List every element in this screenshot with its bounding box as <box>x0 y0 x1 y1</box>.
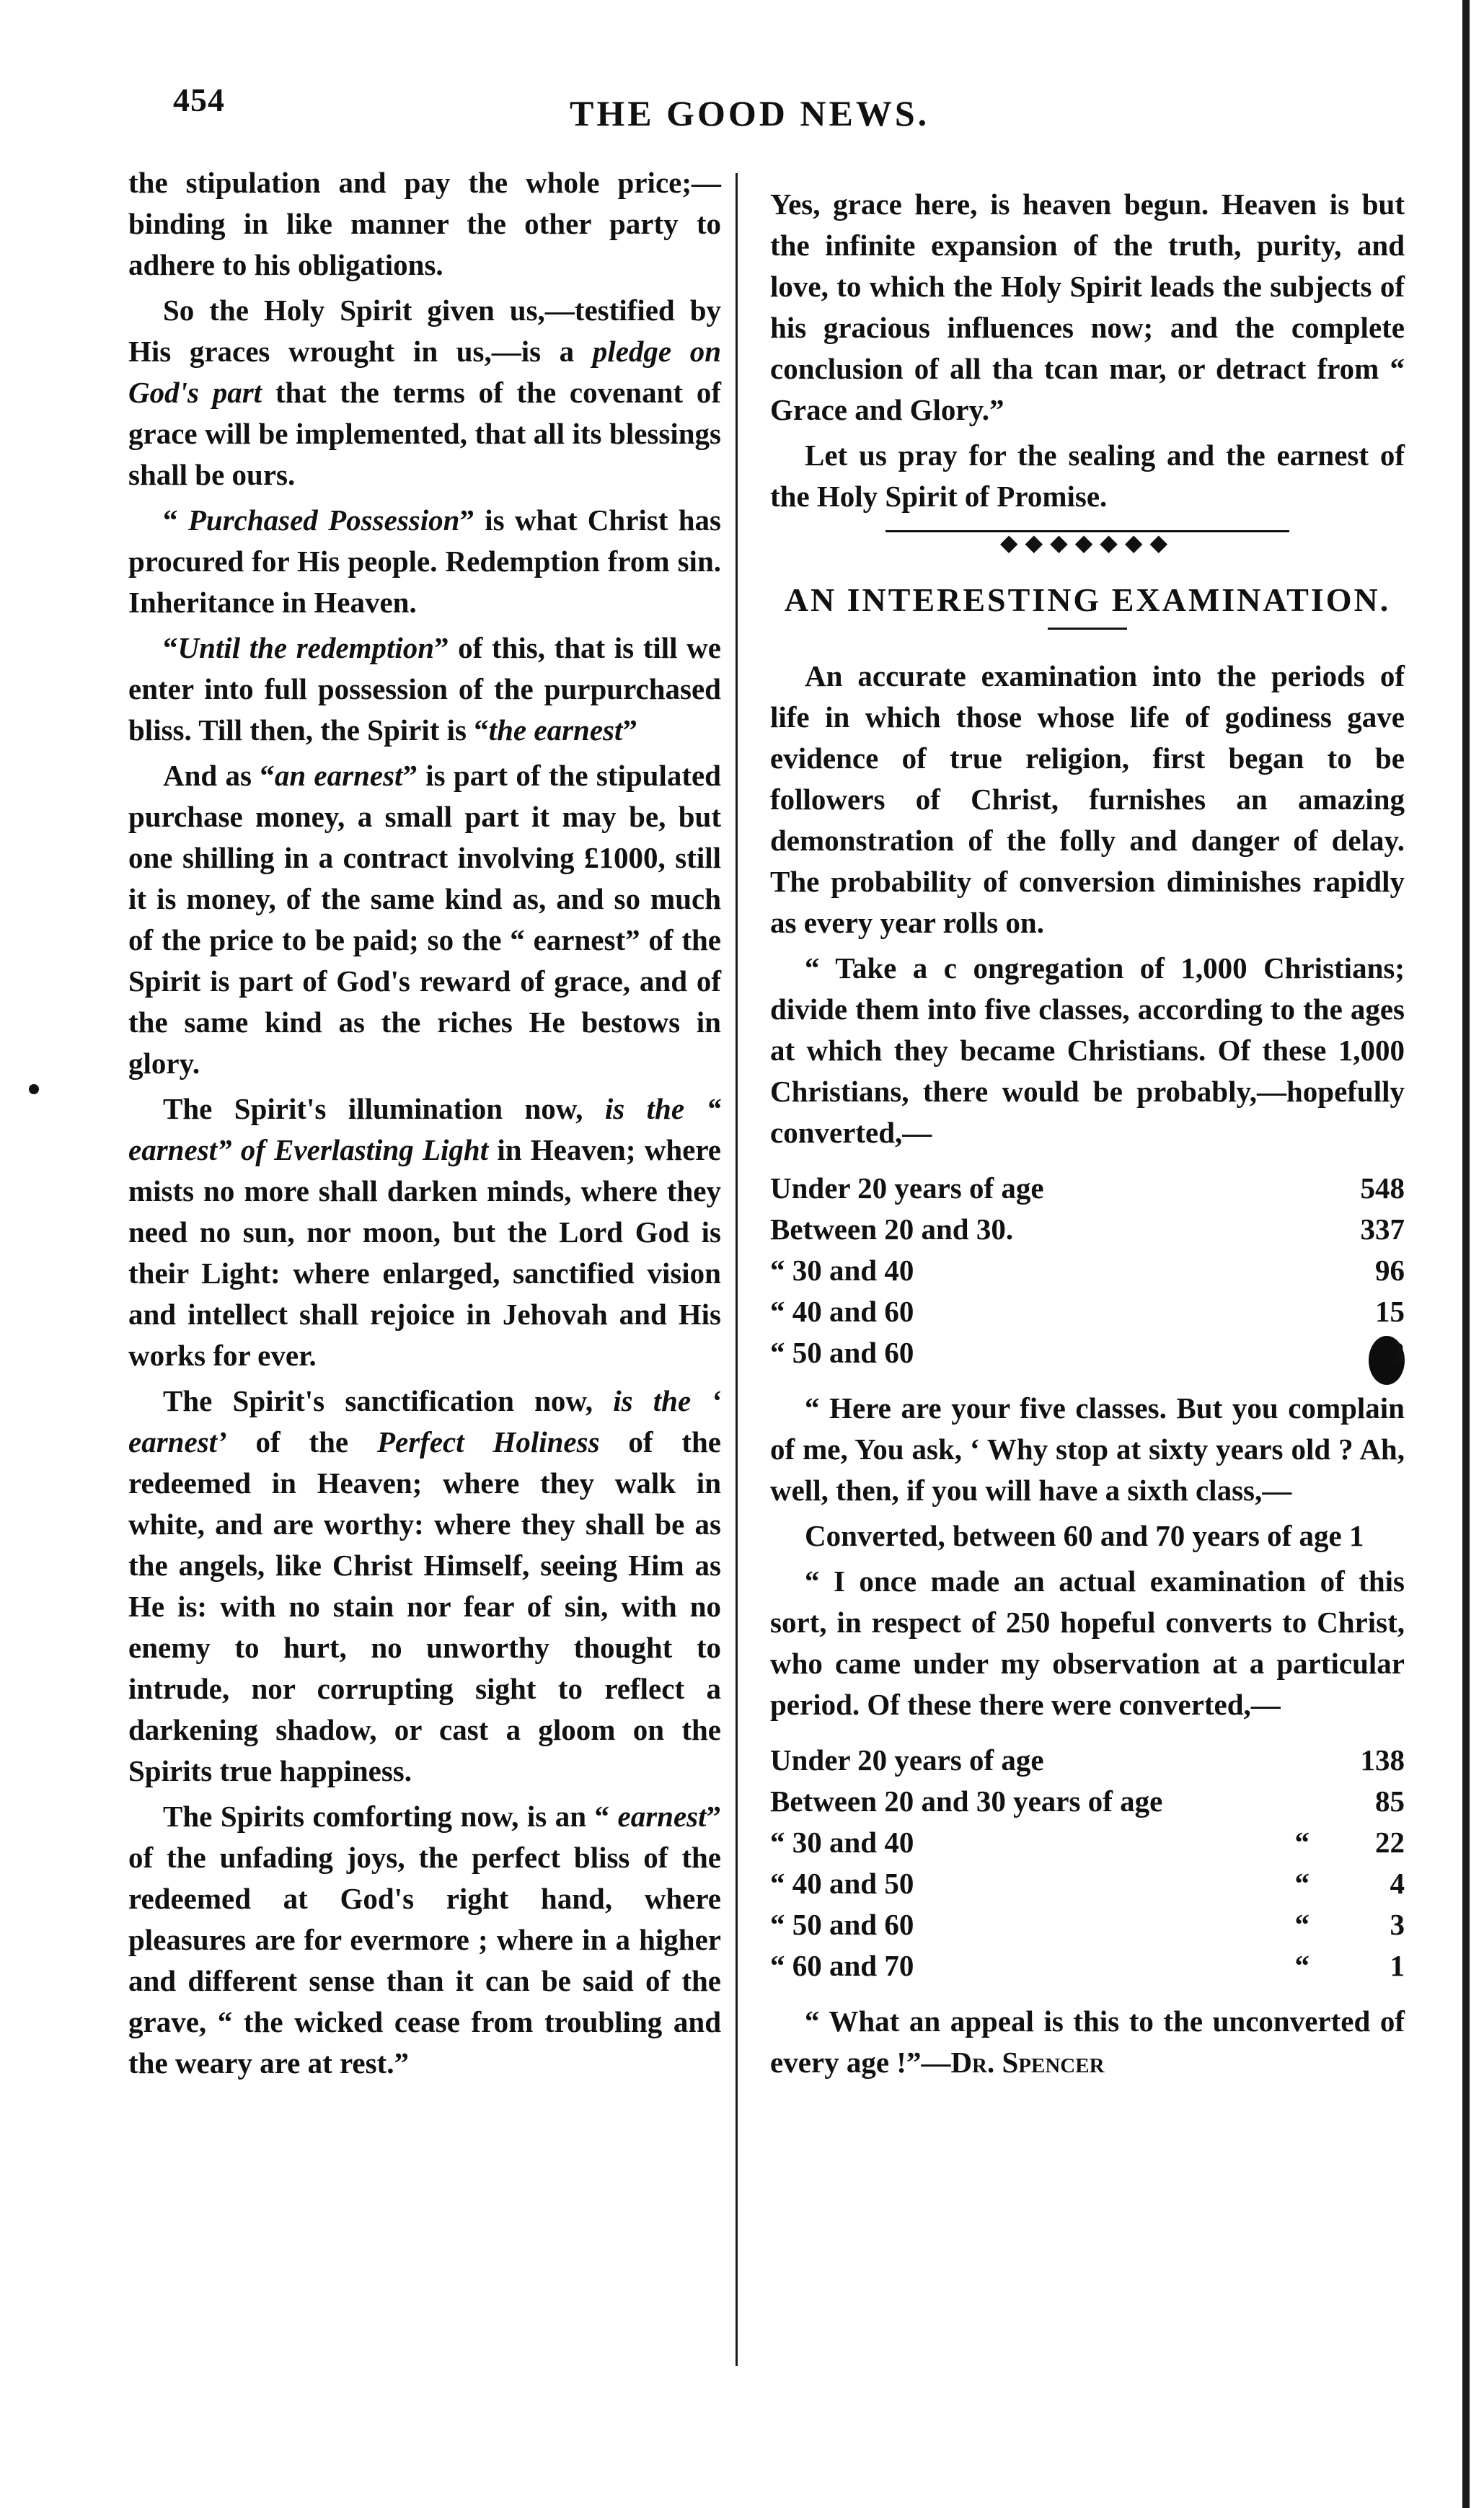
left-paragraph <box>128 628 721 751</box>
conversion-table-two <box>770 1740 1405 1986</box>
age-range-label: Between 20 and 30. <box>770 1213 1014 1246</box>
column-divider <box>736 173 738 2366</box>
paragraph-text: The Spirits comforting now, is an “ <box>163 1800 618 1833</box>
paragraph-text: ” is part of the stipulated purchase money, a small part it may be, but one shilling in a contract involving £1000, still it is money, of the same kind as, and so much of the price to be paid; so the “ earnest” of the Spirit is part of God's reward of grace, and of the same kind as the riches He bestows in glory. <box>128 759 721 1080</box>
article-paragraph: “ Here are your five classes. But you complain of me, You ask, ‘ Why stop at sixty years old ? Ah, well, then, if you will have a sixth class,— <box>770 1391 1405 1507</box>
paragraph-text: “ <box>163 503 188 537</box>
ditto-mark: “ <box>1294 1867 1309 1900</box>
paragraph-text: of the redeemed in Heaven; where they walk in white, and are worthy: where they shall be as the angels, like Christ Himself, seeing Him as He is: with no stain nor fear of sin, with no enemy to hurt, no unworthy thought to intrude, nor corrupting sight to reflect a darkening shadow, or cast a gloom on the Spirits true happiness. <box>128 1425 721 1787</box>
convert-count: 15 <box>1375 1295 1405 1328</box>
paragraph-text: in Heaven; where mists no more shall darken minds, where they need no sun, nor moon, but the Lord God is their Light: where enlarged, sanctified vision and intellect shall rejoice in Jehovah and His works for ever. <box>128 1133 721 1372</box>
paragraph-text: of the <box>226 1425 377 1458</box>
ornament-glyphs: ◆◆◆◆◆◆◆ <box>999 529 1175 555</box>
right-column <box>770 184 1405 2087</box>
age-range-label: Under 20 years of age <box>770 1743 1044 1777</box>
ditto-mark <box>1227 1332 1309 1373</box>
convert-count: 548 <box>1360 1171 1405 1205</box>
age-range-label: “ 40 and 60 <box>770 1295 914 1328</box>
ditto-mark <box>1227 1209 1309 1250</box>
italic-phrase: is the ‘ earnest’ <box>128 1384 721 1458</box>
ditto-mark <box>1227 1291 1309 1332</box>
article-paragraph: “ Take a c ongregation of 1,000 Christians; divide them into five classes, according to the ages at which they became Christians. Of these 1,000 Christians, there would be probably,—hopefully converted,— <box>770 951 1405 1149</box>
convert-count: 337 <box>1360 1213 1405 1246</box>
right-paragraph: Yes, grace here, is heaven begun. Heaven is but the infinite expansion of the truth, purity, and love, to which the Holy Spirit leads the subjects of his gracious influences now; and the complete conclusion of all tha tcan mar, or detract from “ Grace and Glory.” <box>770 188 1405 426</box>
left-paragraph <box>128 1088 721 1376</box>
ditto-mark: “ <box>1294 1826 1309 1859</box>
page-edge-shadow <box>1462 0 1470 2508</box>
article-paragraph: An accurate examination into the periods of life in which those whose life of godiness gave evidence of true religion, first began to be followers of Christ, furnishes an amazing demonstration of the folly and danger of delay. The probability of conversion diminishes rapidly as every year rolls on. <box>770 659 1405 939</box>
age-range-label: “ 30 and 40 <box>770 1826 914 1859</box>
author-signature: Dr. Spencer <box>950 2046 1105 2079</box>
table-row <box>770 1904 1405 1945</box>
convert-count: 3 <box>1390 1908 1405 1941</box>
table-row <box>770 1822 1405 1863</box>
italic-phrase: pledge on God's part <box>128 335 721 409</box>
age-range-label: “ 50 and 60 <box>770 1908 914 1941</box>
closing-quote-text: “ What an appeal is this to the unconverted of every age !”— <box>770 2005 1405 2079</box>
convert-count: 1 <box>1390 1949 1405 1982</box>
paragraph-text: the stipulation and pay the whole price;—binding in like manner the other party to adhere to his obligations. <box>128 166 721 281</box>
right-paragraph: Let us pray for the sealing and the earnest of the Holy Spirit of Promise. <box>770 439 1405 513</box>
italic-phrase: earnest <box>617 1800 707 1833</box>
italic-phrase: an earnest <box>274 759 403 792</box>
table-row <box>770 1863 1405 1904</box>
paragraph-text: that the terms of the covenant of grace will be implemented, that all its blessings shall be ours. <box>128 376 721 491</box>
section-ornament <box>770 530 1405 563</box>
ditto-mark <box>1227 1740 1309 1781</box>
ditto-mark <box>1227 1168 1309 1209</box>
section-heading: AN INTERESTING EXAMINATION. <box>784 581 1391 618</box>
paragraph-text: ” <box>622 713 637 747</box>
italic-phrase: Until the redemption <box>177 631 435 664</box>
left-paragraph <box>128 500 721 623</box>
table-row <box>770 1945 1405 1986</box>
conversion-table-one <box>770 1168 1405 1373</box>
italic-phrase: Perfect Holiness <box>376 1425 600 1458</box>
paragraph-text: ” of the unfading joys, the perfect bliss of the redeemed at God's right hand, where pleasures are for evermore ; where in a higher and different sense than it can be said of the grave, “ the wicked cease from troubling and the weary are at rest.” <box>128 1800 721 2080</box>
age-range-label: “ 50 and 60 <box>770 1336 914 1369</box>
age-range-label: Between 20 and 30 years of age <box>770 1785 1163 1818</box>
table-row <box>770 1250 1405 1291</box>
article-paragraph: Converted, between 60 and 70 years of age 1 <box>805 1519 1364 1552</box>
convert-count: 85 <box>1375 1785 1405 1818</box>
table-row <box>770 1168 1405 1209</box>
convert-count: 138 <box>1360 1743 1405 1777</box>
ditto-mark <box>1227 1781 1309 1822</box>
article-paragraph: “ I once made an actual examination of this sort, in respect of 250 hopeful converts to Christ, who came under my observation at a particular period. Of these there were converted,— <box>770 1565 1405 1721</box>
ditto-mark: “ <box>1294 1908 1309 1941</box>
paragraph-text: The Spirit's illumination now, <box>163 1092 605 1125</box>
left-paragraph <box>128 290 721 496</box>
age-range-label: Under 20 years of age <box>770 1171 1044 1205</box>
convert-count: 4 <box>1390 1867 1405 1900</box>
convert-count: 22 <box>1375 1826 1405 1859</box>
paragraph-text: ” of this, that is till we enter into full possession of the purpurchased bliss. Till then, the Spirit is “ <box>128 631 721 747</box>
left-column <box>128 162 721 2088</box>
italic-phrase: the earnest <box>488 713 623 747</box>
running-title: THE GOOD NEWS. <box>570 93 930 133</box>
table-row <box>770 1781 1405 1822</box>
convert-count: 3 <box>1390 1336 1405 1369</box>
paragraph-text: The Spirit's sanctification now, <box>163 1384 614 1417</box>
table-row <box>770 1209 1405 1250</box>
italic-phrase: is the “ earnest” of Everlasting Light <box>128 1092 721 1166</box>
table-row <box>770 1332 1405 1373</box>
convert-count: 96 <box>1375 1254 1405 1287</box>
paragraph-text: ” is what Christ has procured for His people. Redemption from sin. Inheritance in Heaven. <box>128 503 722 619</box>
closing-quote <box>770 2001 1405 2083</box>
paragraph-text: And as “ <box>163 759 275 792</box>
age-range-label: “ 60 and 70 <box>770 1949 914 1982</box>
ditto-mark <box>1227 1250 1309 1291</box>
left-paragraph <box>128 1381 721 1792</box>
paragraph-text: So the Holy Spirit given us,—testified by His graces wrought in us,—is a <box>128 294 721 368</box>
table-row <box>770 1291 1405 1332</box>
left-paragraph <box>128 755 721 1084</box>
ditto-mark: “ <box>1294 1949 1309 1982</box>
italic-phrase: Purchased Possession <box>187 503 460 537</box>
left-paragraph <box>128 162 721 286</box>
margin-dot <box>29 1084 39 1094</box>
age-range-label: “ 40 and 50 <box>770 1867 914 1900</box>
table-row <box>770 1740 1405 1781</box>
paragraph-text: “ <box>163 631 178 664</box>
page-number: 454 <box>173 82 225 118</box>
heading-rule <box>1048 628 1127 630</box>
left-paragraph <box>128 1796 721 2084</box>
age-range-label: “ 30 and 40 <box>770 1254 914 1287</box>
